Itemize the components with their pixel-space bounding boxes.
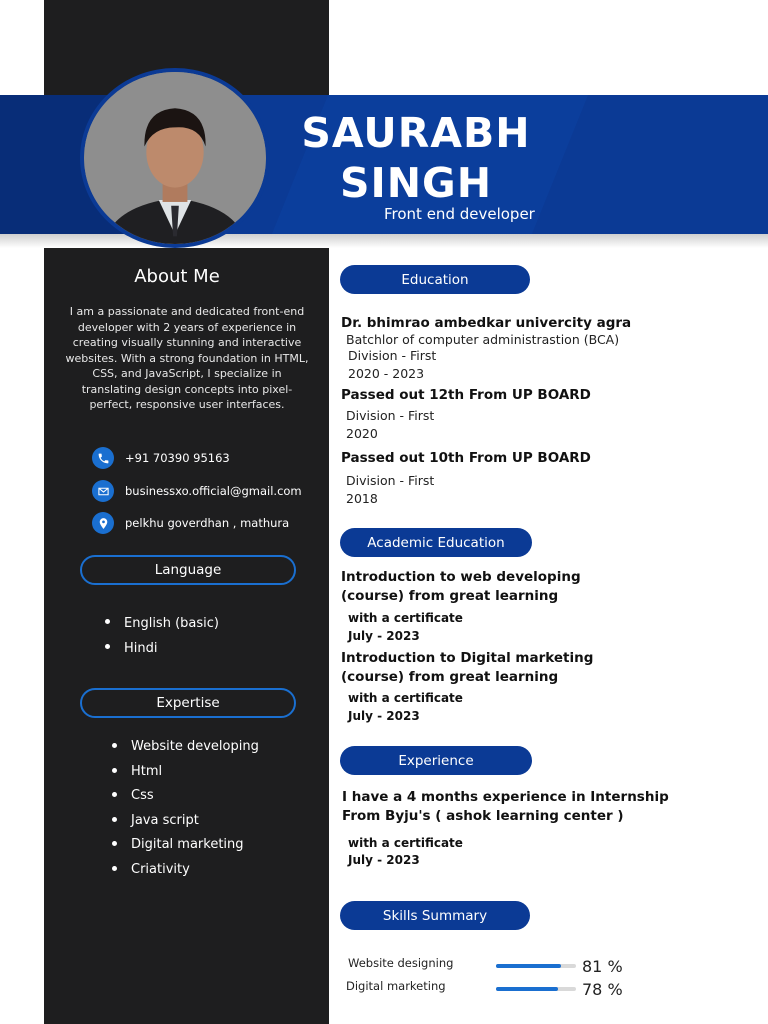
skill-label: Digital marketing (346, 979, 446, 993)
skill-percent: 81 % (582, 957, 623, 976)
job-title: Front end developer (384, 205, 535, 223)
experience-description: I have a 4 months experience in Internship From Byju's ( ashok learning center ) (342, 789, 669, 824)
education-heading-2: Passed out 12th From UP BOARD (341, 387, 591, 403)
address-text: pelkhu goverdhan , mathura (125, 516, 290, 530)
education-degree: Batchlor of computer administrastion (BCA) (346, 332, 620, 347)
skill-bar-fill (496, 987, 558, 991)
name-line-1: SAURABH (301, 109, 531, 157)
course-date: July - 2023 (348, 709, 420, 723)
mail-icon (92, 480, 114, 502)
list-item: Digital marketing (111, 833, 259, 858)
email-text: businessxo.official@gmail.com (125, 484, 302, 498)
certificate-note: with a certificate (348, 611, 463, 625)
about-title: About Me (134, 266, 220, 287)
skill-percent: 78 % (582, 980, 623, 999)
education-years: 2020 - 2023 (348, 366, 425, 381)
certificate-note: with a certificate (348, 691, 463, 705)
phone-text: +91 70390 95163 (125, 451, 230, 465)
education-division: Division - First (348, 348, 437, 363)
expertise-list (111, 735, 259, 883)
list-item: Website developing (111, 735, 259, 760)
skill-bar-fill (496, 964, 561, 968)
contact-phone (92, 447, 230, 469)
list-item: Hindi (104, 636, 219, 661)
person-portrait-icon (84, 72, 266, 244)
person-name (286, 108, 546, 208)
education-division: Division - First (346, 473, 435, 488)
name-line-2: SINGH (339, 159, 493, 207)
expertise-heading: Expertise (80, 688, 296, 718)
education-heading: Education (340, 265, 530, 294)
skills-heading: Skills Summary (340, 901, 530, 930)
academic-heading: Academic Education (340, 528, 532, 557)
skill-label: Website designing (348, 956, 454, 970)
skill-bar-track (496, 987, 576, 991)
list-item: Html (111, 760, 259, 785)
education-year: 2018 (346, 491, 378, 506)
contact-email (92, 480, 302, 502)
list-item: Java script (111, 809, 259, 834)
contact-address (92, 512, 289, 534)
academic-course-1: Introduction to web developing (course) from great learning (341, 569, 581, 604)
education-year: 2020 (346, 426, 378, 441)
education-division: Division - First (346, 408, 435, 423)
skill-bar-track (496, 964, 576, 968)
banner-shadow (0, 234, 768, 248)
list-item: English (basic) (104, 611, 219, 636)
experience-heading: Experience (340, 746, 532, 775)
language-list (104, 611, 219, 661)
profile-photo (80, 68, 270, 248)
location-pin-icon (92, 512, 114, 534)
language-heading: Language (80, 555, 296, 585)
list-item: Criativity (111, 858, 259, 883)
education-heading-3: Passed out 10th From UP BOARD (341, 450, 591, 466)
course-date: July - 2023 (348, 629, 420, 643)
about-text: I am a passionate and dedicated front-end developer with 2 years of experience in creating visually stunning and interactive websites. With a strong foundation in HTML, CSS, and JavaScript, I specialize in translating design concepts into pixel-perfect, responsive user interfaces. (65, 305, 309, 411)
education-heading-1: Dr. bhimrao ambedkar univercity agra (341, 315, 632, 331)
certificate-note: with a certificate (348, 836, 463, 850)
academic-course-2: Introduction to Digital marketing (course) from great learning (341, 650, 594, 685)
list-item: Css (111, 784, 259, 809)
experience-date: July - 2023 (348, 853, 420, 867)
phone-icon (92, 447, 114, 469)
